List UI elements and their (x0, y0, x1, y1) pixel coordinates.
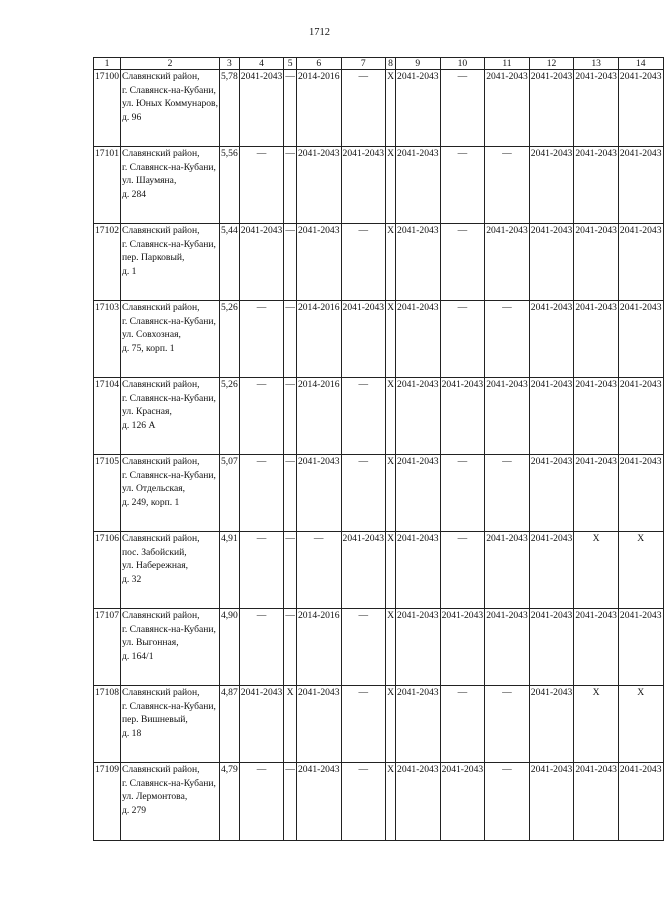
address-line: д. 249, корп. 1 (121, 496, 180, 508)
area-value: 4,87 (219, 686, 239, 763)
address-line: Славянский район, (121, 456, 200, 467)
period-cell-col-14: 2041-2043 (618, 378, 663, 455)
period-cell-col-12: 2041-2043 (529, 686, 574, 763)
period-cell-col-8: Х (386, 301, 396, 378)
period-cell-col-13: Х (574, 686, 619, 763)
period-cell-col-4: 2041-2043 (239, 70, 284, 147)
address-line: пер. Парковый, (121, 252, 185, 264)
period-cell-col-5: — (284, 609, 297, 686)
column-header: 14 (618, 58, 663, 70)
period-cell-col-6: 2014-2016 (296, 378, 341, 455)
header-row (94, 58, 664, 70)
address-line: Славянский район, (121, 302, 200, 313)
address-line: ул. Выгонная, (121, 637, 179, 649)
column-header: 11 (485, 58, 530, 70)
period-cell-col-13: Х (574, 532, 619, 609)
housing-register-table (93, 57, 664, 841)
address-line: г. Славянск-на-Кубани, (121, 469, 216, 481)
period-cell-col-6: 2041-2043 (296, 763, 341, 841)
period-cell-col-12: 2041-2043 (529, 455, 574, 532)
period-cell-col-10: — (440, 147, 485, 224)
address-line: Славянский район, (121, 148, 200, 159)
address-cell (120, 455, 219, 532)
period-cell-col-11: 2041-2043 (485, 224, 530, 301)
period-cell-col-4: — (239, 532, 284, 609)
area-value: 5,26 (219, 378, 239, 455)
period-cell-col-7: — (341, 224, 386, 301)
period-cell-col-10: — (440, 301, 485, 378)
period-cell-col-9: 2041-2043 (396, 455, 441, 532)
table-body (94, 70, 664, 841)
period-cell-col-6: 2041-2043 (296, 686, 341, 763)
period-cell-col-5: — (284, 455, 297, 532)
column-header: 5 (284, 58, 297, 70)
address-line: д. 96 (121, 111, 142, 123)
period-cell-col-5: — (284, 532, 297, 609)
period-cell-col-11: 2041-2043 (485, 378, 530, 455)
area-value: 4,90 (219, 609, 239, 686)
column-header: 2 (120, 58, 219, 70)
address-line: ул. Лермонтова, (121, 791, 188, 803)
period-cell-col-9: 2041-2043 (396, 147, 441, 224)
period-cell-col-8: Х (386, 70, 396, 147)
period-cell-col-11: — (485, 301, 530, 378)
table-row (94, 70, 664, 147)
period-cell-col-10: 2041-2043 (440, 609, 485, 686)
table-row (94, 224, 664, 301)
address-cell (120, 609, 219, 686)
period-cell-col-7: — (341, 609, 386, 686)
period-cell-col-5: — (284, 378, 297, 455)
page-number: 1712 (309, 27, 330, 38)
period-cell-col-14: Х (618, 686, 663, 763)
period-cell-col-5: — (284, 147, 297, 224)
period-cell-col-12: 2041-2043 (529, 224, 574, 301)
period-cell-col-12: 2041-2043 (529, 378, 574, 455)
period-cell-col-7: — (341, 686, 386, 763)
period-cell-col-6: 2041-2043 (296, 224, 341, 301)
address-line: д. 32 (121, 573, 142, 585)
period-cell-col-14: 2041-2043 (618, 301, 663, 378)
period-cell-col-14: 2041-2043 (618, 455, 663, 532)
period-cell-col-9: 2041-2043 (396, 532, 441, 609)
period-cell-col-7: — (341, 455, 386, 532)
table-row (94, 147, 664, 224)
address-cell (120, 301, 219, 378)
column-header: 10 (440, 58, 485, 70)
period-cell-col-11: — (485, 763, 530, 841)
period-cell-col-6: 2014-2016 (296, 301, 341, 378)
period-cell-col-12: 2041-2043 (529, 70, 574, 147)
address-line: Славянский район, (121, 764, 200, 775)
address-line: г. Славянск-на-Кубани, (121, 238, 216, 250)
column-header: 4 (239, 58, 284, 70)
period-cell-col-13: 2041-2043 (574, 609, 619, 686)
period-cell-col-11: — (485, 147, 530, 224)
address-line: Славянский район, (121, 225, 200, 236)
table-row (94, 455, 664, 532)
area-value: 5,56 (219, 147, 239, 224)
address-line: г. Славянск-на-Кубани, (121, 392, 216, 404)
period-cell-col-8: Х (386, 224, 396, 301)
period-cell-col-8: Х (386, 763, 396, 841)
area-value: 4,91 (219, 532, 239, 609)
address-line: д. 1 (121, 265, 137, 277)
period-cell-col-7: 2041-2043 (341, 532, 386, 609)
period-cell-col-10: — (440, 455, 485, 532)
period-cell-col-9: 2041-2043 (396, 224, 441, 301)
address-line: Славянский район, (121, 687, 200, 698)
period-cell-col-14: 2041-2043 (618, 147, 663, 224)
table-row (94, 609, 664, 686)
column-header: 8 (386, 58, 396, 70)
period-cell-col-9: 2041-2043 (396, 378, 441, 455)
period-cell-col-4: 2041-2043 (239, 686, 284, 763)
period-cell-col-7: — (341, 70, 386, 147)
period-cell-col-10: 2041-2043 (440, 763, 485, 841)
record-number: 17102 (94, 224, 121, 301)
address-line: ул. Совхозная, (121, 329, 181, 341)
period-cell-col-11: — (485, 455, 530, 532)
address-line: Славянский район, (121, 533, 200, 544)
record-number: 17106 (94, 532, 121, 609)
period-cell-col-10: 2041-2043 (440, 378, 485, 455)
column-header: 1 (94, 58, 121, 70)
address-line: д. 164/1 (121, 650, 154, 662)
address-line: Славянский район, (121, 71, 200, 82)
table-row (94, 378, 664, 455)
period-cell-col-14: 2041-2043 (618, 609, 663, 686)
record-number: 17108 (94, 686, 121, 763)
period-cell-col-10: — (440, 224, 485, 301)
table-row (94, 763, 664, 841)
column-header: 13 (574, 58, 619, 70)
address-line: Славянский район, (121, 379, 200, 390)
address-cell (120, 70, 219, 147)
table-row (94, 686, 664, 763)
address-line: Славянский район, (121, 610, 200, 621)
period-cell-col-4: — (239, 301, 284, 378)
period-cell-col-4: — (239, 378, 284, 455)
table-row (94, 532, 664, 609)
period-cell-col-7: 2041-2043 (341, 301, 386, 378)
period-cell-col-14: 2041-2043 (618, 70, 663, 147)
area-value: 5,44 (219, 224, 239, 301)
period-cell-col-10: — (440, 70, 485, 147)
period-cell-col-12: 2041-2043 (529, 763, 574, 841)
period-cell-col-12: 2041-2043 (529, 301, 574, 378)
address-line: г. Славянск-на-Кубани, (121, 623, 216, 635)
record-number: 17100 (94, 70, 121, 147)
address-line: ул. Набережная, (121, 560, 189, 572)
period-cell-col-13: 2041-2043 (574, 224, 619, 301)
period-cell-col-12: 2041-2043 (529, 609, 574, 686)
period-cell-col-13: 2041-2043 (574, 147, 619, 224)
area-value: 5,26 (219, 301, 239, 378)
period-cell-col-9: 2041-2043 (396, 609, 441, 686)
period-cell-col-6: 2041-2043 (296, 455, 341, 532)
period-cell-col-5: Х (284, 686, 297, 763)
period-cell-col-14: 2041-2043 (618, 224, 663, 301)
column-header: 9 (396, 58, 441, 70)
period-cell-col-5: — (284, 763, 297, 841)
period-cell-col-12: 2041-2043 (529, 147, 574, 224)
period-cell-col-8: Х (386, 609, 396, 686)
address-line: ул. Красная, (121, 406, 172, 418)
period-cell-col-13: 2041-2043 (574, 455, 619, 532)
period-cell-col-9: 2041-2043 (396, 686, 441, 763)
period-cell-col-11: — (485, 686, 530, 763)
period-cell-col-10: — (440, 532, 485, 609)
column-header: 6 (296, 58, 341, 70)
address-line: ул. Юных Коммунаров, (121, 98, 218, 110)
address-line: д. 279 (121, 804, 147, 816)
period-cell-col-13: 2041-2043 (574, 763, 619, 841)
address-line: г. Славянск-на-Кубани, (121, 315, 216, 327)
period-cell-col-5: — (284, 301, 297, 378)
period-cell-col-9: 2041-2043 (396, 301, 441, 378)
area-value: 4,79 (219, 763, 239, 841)
period-cell-col-4: 2041-2043 (239, 224, 284, 301)
address-cell (120, 147, 219, 224)
table-row (94, 301, 664, 378)
period-cell-col-10: — (440, 686, 485, 763)
period-cell-col-4: — (239, 455, 284, 532)
address-cell (120, 378, 219, 455)
period-cell-col-4: — (239, 609, 284, 686)
column-header: 7 (341, 58, 386, 70)
period-cell-col-5: — (284, 224, 297, 301)
period-cell-col-11: 2041-2043 (485, 70, 530, 147)
period-cell-col-6: 2014-2016 (296, 609, 341, 686)
period-cell-col-12: 2041-2043 (529, 532, 574, 609)
period-cell-col-7: — (341, 378, 386, 455)
period-cell-col-13: 2041-2043 (574, 301, 619, 378)
period-cell-col-9: 2041-2043 (396, 70, 441, 147)
address-line: пер. Вишневый, (121, 714, 188, 726)
area-value: 5,07 (219, 455, 239, 532)
address-line: ул. Шаумяна, (121, 175, 177, 187)
period-cell-col-8: Х (386, 686, 396, 763)
record-number: 17104 (94, 378, 121, 455)
address-line: г. Славянск-на-Кубани, (121, 84, 216, 96)
period-cell-col-6: — (296, 532, 341, 609)
period-cell-col-8: Х (386, 378, 396, 455)
address-line: д. 18 (121, 727, 142, 739)
period-cell-col-6: 2014-2016 (296, 70, 341, 147)
period-cell-col-8: Х (386, 455, 396, 532)
period-cell-col-9: 2041-2043 (396, 763, 441, 841)
period-cell-col-14: 2041-2043 (618, 763, 663, 841)
period-cell-col-6: 2041-2043 (296, 147, 341, 224)
record-number: 17103 (94, 301, 121, 378)
address-cell (120, 224, 219, 301)
period-cell-col-8: Х (386, 532, 396, 609)
address-cell (120, 686, 219, 763)
record-number: 17105 (94, 455, 121, 532)
period-cell-col-5: — (284, 70, 297, 147)
period-cell-col-8: Х (386, 147, 396, 224)
period-cell-col-4: — (239, 147, 284, 224)
address-line: ул. Отдельская, (121, 483, 186, 495)
area-value: 5,78 (219, 70, 239, 147)
address-line: д. 126 А (121, 419, 156, 431)
address-cell (120, 532, 219, 609)
period-cell-col-13: 2041-2043 (574, 70, 619, 147)
record-number: 17109 (94, 763, 121, 841)
period-cell-col-4: — (239, 763, 284, 841)
record-number: 17107 (94, 609, 121, 686)
column-header: 12 (529, 58, 574, 70)
address-line: пос. Забойский, (121, 546, 187, 558)
address-line: г. Славянск-на-Кубани, (121, 700, 216, 712)
period-cell-col-14: Х (618, 532, 663, 609)
period-cell-col-11: 2041-2043 (485, 609, 530, 686)
column-header: 3 (219, 58, 239, 70)
period-cell-col-11: 2041-2043 (485, 532, 530, 609)
period-cell-col-13: 2041-2043 (574, 378, 619, 455)
address-line: д. 75, корп. 1 (121, 342, 175, 354)
address-line: д. 284 (121, 188, 147, 200)
period-cell-col-7: 2041-2043 (341, 147, 386, 224)
address-cell (120, 763, 219, 841)
record-number: 17101 (94, 147, 121, 224)
period-cell-col-7: — (341, 763, 386, 841)
address-line: г. Славянск-на-Кубани, (121, 777, 216, 789)
address-line: г. Славянск-на-Кубани, (121, 161, 216, 173)
